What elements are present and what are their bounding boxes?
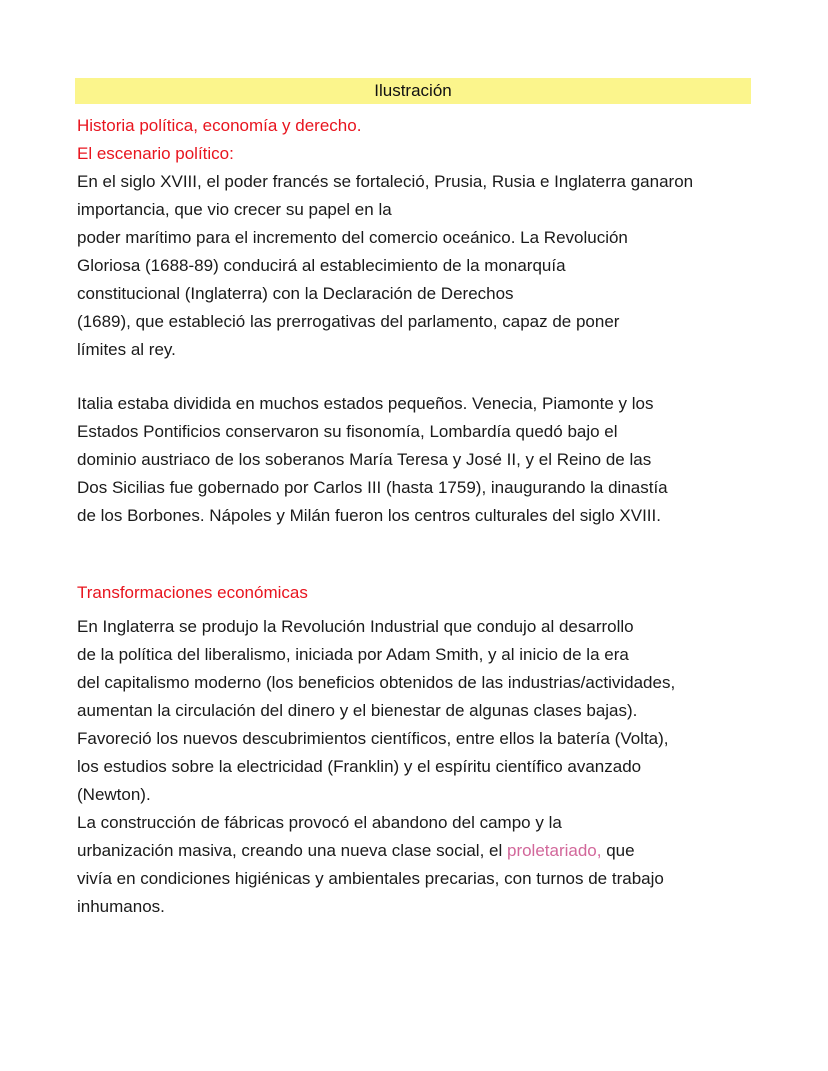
subsection-heading: El escenario político: <box>77 144 234 163</box>
text-line: límites al rey. <box>77 340 176 359</box>
text-line: importancia, que vio crecer su papel en la <box>77 200 392 219</box>
text-line: Gloriosa (1688-89) conducirá al establecimiento de la monarquía <box>77 256 566 275</box>
text-line: (1689), que estableció las prerrogativas del parlamento, capaz de poner <box>77 312 620 331</box>
text-line: vivía en condiciones higiénicas y ambientales precarias, con turnos de trabajo <box>77 869 664 888</box>
text-line: de los Borbones. Nápoles y Milán fueron los centros culturales del siglo XVIII. <box>77 506 661 525</box>
paragraph-italy <box>77 390 777 530</box>
text-line-highlight <box>77 837 777 865</box>
text-line: aumentan la circulación del dinero y el bienestar de algunas clases bajas). <box>77 701 638 720</box>
text-line: En el siglo XVIII, el poder francés se fortaleció, Prusia, Rusia e Inglaterra ganaron <box>77 172 694 191</box>
text-line: Italia estaba dividida en muchos estados pequeños. Venecia, Piamonte y los <box>77 394 654 413</box>
section-economic-heading-wrap <box>77 579 777 607</box>
highlighted-term: proletariado, <box>506 841 602 860</box>
section-economic <box>77 613 777 921</box>
text-line: del capitalismo moderno (los beneficios obtenidos de las industrias/actividades, <box>77 673 676 692</box>
text-line: constitucional (Inglaterra) con la Declaración de Derechos <box>77 284 514 303</box>
text-line: Favoreció los nuevos descubrimientos científicos, entre ellos la batería (Volta), <box>77 729 669 748</box>
text-line: los estudios sobre la electricidad (Franklin) y el espíritu científico avanzado <box>77 757 642 776</box>
text-line: inhumanos. <box>77 897 165 916</box>
text-segment: que <box>601 841 635 860</box>
text-line: de la política del liberalismo, iniciada por Adam Smith, y al inicio de la era <box>77 645 629 664</box>
text-line: poder marítimo para el incremento del comercio oceánico. La Revolución <box>77 228 628 247</box>
text-segment: urbanización masiva, creando una nueva clase social, el <box>77 841 507 860</box>
text-line: En Inglaterra se produjo la Revolución Industrial que condujo al desarrollo <box>77 617 634 636</box>
section-heading: Transformaciones económicas <box>77 583 308 602</box>
text-line: (Newton). <box>77 785 151 804</box>
text-line: Dos Sicilias fue gobernado por Carlos III (hasta 1759), inaugurando la dinastía <box>77 478 668 497</box>
text-line: La construcción de fábricas provocó el abandono del campo y la <box>77 813 562 832</box>
document-title: Ilustración <box>75 78 751 104</box>
section-political <box>77 112 777 364</box>
text-line: Estados Pontificios conservaron su fisonomía, Lombardía quedó bajo el <box>77 422 618 441</box>
text-line: dominio austriaco de los soberanos María Teresa y José II, y el Reino de las <box>77 450 652 469</box>
section-heading: Historia política, economía y derecho. <box>77 116 362 135</box>
